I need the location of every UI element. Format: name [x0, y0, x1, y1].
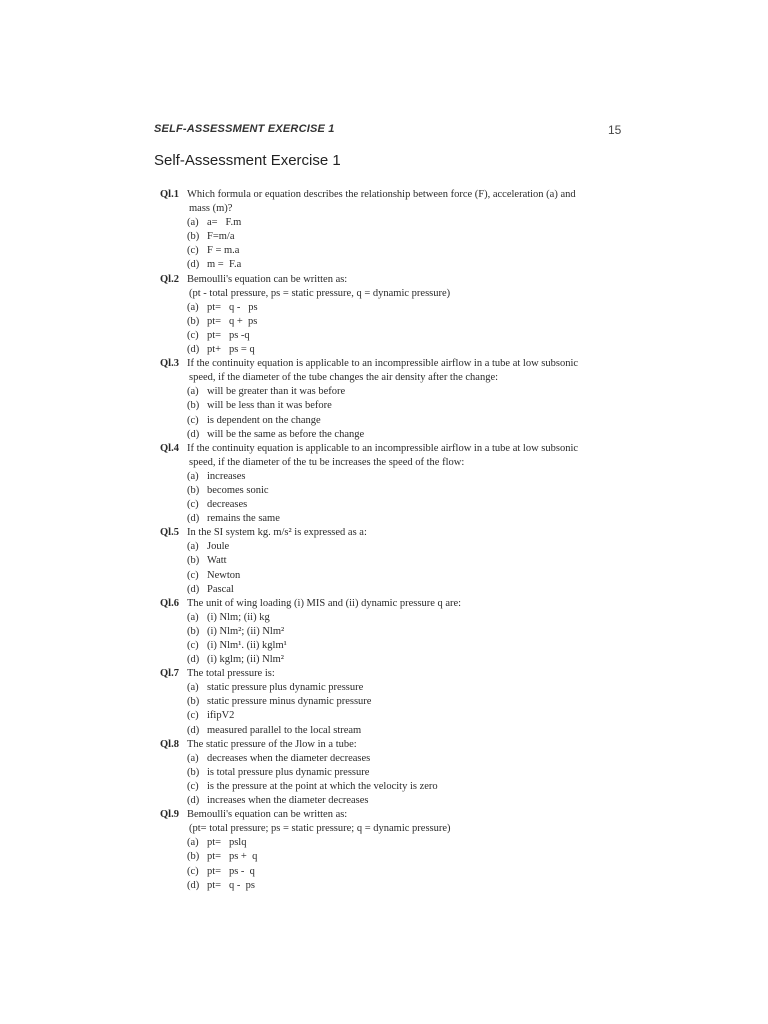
answer-option — [160, 301, 620, 315]
option-text: pt= pslq — [207, 837, 247, 849]
question-text-continued: speed, if the diameter of the tube changes the air density after the change: — [189, 372, 499, 384]
answer-option — [160, 428, 620, 442]
answer-option — [160, 709, 620, 723]
option-letter: (b) — [187, 625, 200, 637]
option-text: (i) Nlm; (ii) kg — [207, 611, 270, 623]
option-letter: (a) — [187, 611, 199, 623]
option-letter: (d) — [187, 344, 200, 356]
answer-option — [160, 695, 620, 709]
option-letter: (c) — [187, 780, 199, 792]
answer-option — [160, 343, 620, 357]
option-text: (i) kglm; (ii) Nlm² — [207, 654, 284, 666]
answer-option — [160, 554, 620, 568]
answer-option — [160, 498, 620, 512]
option-letter: (b) — [187, 231, 200, 243]
option-text: is total pressure plus dynamic pressure — [207, 766, 370, 778]
question-item — [160, 442, 620, 527]
option-text: a= F.m — [207, 217, 242, 229]
question-item — [160, 667, 620, 737]
option-text: static pressure plus dynamic pressure — [207, 682, 364, 694]
answer-option — [160, 625, 620, 639]
answer-option — [160, 216, 620, 230]
page-number: 15 — [608, 123, 622, 137]
question-item — [160, 738, 620, 808]
option-text: pt+ ps = q — [207, 344, 255, 356]
option-letter: (c) — [187, 865, 199, 877]
answer-option — [160, 724, 620, 738]
question-text: Which formula or equation describes the relationship between force (F), acceleration (a) and — [187, 189, 576, 200]
question-number: Ql.4 — [160, 442, 179, 454]
answer-option — [160, 681, 620, 695]
option-letter: (c) — [187, 569, 199, 581]
page-title: Self-Assessment Exercise 1 — [154, 152, 341, 169]
question-text-continued: (pt - total pressure, ps = static pressure, q = dynamic pressure) — [189, 287, 451, 299]
question-number: Ql.5 — [160, 527, 179, 539]
question-number: Ql.6 — [160, 597, 179, 609]
option-text: pt= ps -q — [207, 329, 250, 341]
option-letter: (d) — [187, 259, 200, 271]
option-letter: (a) — [187, 386, 199, 398]
option-letter: (b) — [187, 400, 200, 412]
option-text: remains the same — [207, 513, 280, 525]
question-item — [160, 597, 620, 667]
option-letter: (a) — [187, 217, 199, 229]
option-text: will be less than it was before — [207, 400, 332, 412]
option-letter: (d) — [187, 513, 200, 525]
question-text: Bemoulli's equation can be written as: — [187, 273, 348, 285]
answer-option — [160, 414, 620, 428]
option-text: becomes sonic — [207, 484, 269, 496]
option-text: (i) Nlm¹. (ii) kglm¹ — [207, 640, 287, 651]
option-text: is the pressure at the point at which the velocity is zero — [207, 780, 438, 792]
option-letter: (a) — [187, 470, 199, 482]
question-text: In the SI system kg. m/s² is expressed as a: — [187, 527, 367, 539]
option-letter: (c) — [187, 245, 199, 257]
question-text: If the continuity equation is applicable to an incompressible airflow in a tube at low subsonic — [187, 442, 579, 454]
answer-option — [160, 639, 620, 653]
answer-option — [160, 780, 620, 794]
option-text: will be greater than it was before — [207, 386, 346, 398]
answer-option — [160, 865, 620, 879]
option-text: decreases when the diameter decreases — [207, 752, 371, 764]
option-letter: (d) — [187, 724, 200, 736]
option-text: decreases — [207, 499, 248, 511]
answer-option — [160, 315, 620, 329]
answer-option — [160, 258, 620, 272]
answer-option — [160, 653, 620, 667]
question-number: Ql.2 — [160, 273, 179, 285]
answer-option — [160, 399, 620, 413]
option-text: is dependent on the change — [207, 414, 321, 426]
option-text: will be the same as before the change — [207, 428, 365, 440]
option-letter: (b) — [187, 555, 200, 567]
question-item — [160, 526, 620, 596]
question-text: If the continuity equation is applicable to an incompressible airflow in a tube at low subsonic — [187, 358, 579, 370]
answer-option — [160, 540, 620, 554]
question-item — [160, 273, 620, 358]
option-text: pt= q + ps — [207, 315, 258, 327]
option-text: Pascal — [207, 583, 234, 595]
answer-option — [160, 230, 620, 244]
answer-option — [160, 244, 620, 258]
option-letter: (a) — [187, 682, 199, 694]
option-letter: (a) — [187, 837, 199, 849]
option-text: F = m.a — [207, 245, 240, 257]
answer-option — [160, 752, 620, 766]
answer-option — [160, 484, 620, 498]
option-letter: (b) — [187, 484, 200, 496]
answer-option — [160, 329, 620, 343]
question-number: Ql.3 — [160, 358, 179, 370]
option-text: increases when the diameter decreases — [207, 795, 369, 807]
answer-option — [160, 850, 620, 864]
option-letter: (c) — [187, 710, 199, 722]
option-letter: (a) — [187, 541, 199, 553]
question-item — [160, 808, 620, 893]
option-letter: (c) — [187, 414, 199, 426]
option-text: pt= q - ps — [207, 879, 255, 891]
option-letter: (c) — [187, 329, 199, 341]
option-letter: (d) — [187, 654, 200, 666]
question-number: Ql.1 — [160, 189, 179, 200]
option-text: m = F.a — [207, 259, 242, 271]
answer-option — [160, 583, 620, 597]
question-text: The total pressure is: — [187, 668, 275, 680]
answer-option — [160, 470, 620, 484]
option-letter: (b) — [187, 315, 200, 327]
question-number: Ql.9 — [160, 809, 179, 821]
answer-option — [160, 512, 620, 526]
option-letter: (d) — [187, 879, 200, 891]
option-text: pt= q - ps — [207, 301, 258, 313]
running-head: SELF-ASSESSMENT EXERCISE 1 — [154, 123, 335, 135]
question-item — [160, 357, 620, 442]
option-text: pt= ps + q — [207, 851, 258, 863]
option-text: measured parallel to the local stream — [207, 724, 362, 736]
option-letter: (a) — [187, 752, 199, 764]
option-text: Watt — [207, 555, 227, 567]
option-text: (i) Nlm²; (ii) Nlm² — [207, 625, 285, 637]
answer-option — [160, 879, 620, 893]
answer-option — [160, 569, 620, 583]
option-text: pt= ps - q — [207, 865, 255, 877]
question-text: The unit of wing loading (i) MIS and (ii) dynamic pressure q are: — [187, 597, 462, 609]
option-text: Joule — [207, 541, 230, 553]
question-text: Bemoulli's equation can be written as: — [187, 809, 348, 821]
question-number: Ql.7 — [160, 668, 179, 680]
answer-option — [160, 766, 620, 780]
option-letter: (b) — [187, 696, 200, 708]
option-letter: (b) — [187, 766, 200, 778]
option-text: Newton — [207, 569, 241, 581]
option-letter: (c) — [187, 499, 199, 511]
question-text: The static pressure of the Jlow in a tube: — [187, 738, 357, 750]
question-number: Ql.8 — [160, 738, 179, 750]
option-letter: (d) — [187, 428, 200, 440]
answer-option — [160, 385, 620, 399]
option-text: ifipV2 — [207, 710, 235, 722]
answer-option — [160, 611, 620, 625]
option-letter: (b) — [187, 851, 200, 863]
option-text: F=m/a — [207, 231, 235, 243]
option-letter: (c) — [187, 640, 199, 651]
option-letter: (d) — [187, 583, 200, 595]
option-text: static pressure minus dynamic pressure — [207, 696, 372, 708]
question-text-continued: mass (m)? — [189, 203, 233, 215]
answer-option — [160, 836, 620, 850]
question-text-continued: (pt= total pressure; ps = static pressure; q = dynamic pressure) — [189, 823, 451, 835]
answer-option — [160, 794, 620, 808]
option-text: increases — [207, 470, 246, 482]
question-list — [160, 188, 620, 893]
option-letter: (d) — [187, 795, 200, 807]
option-letter: (a) — [187, 301, 199, 313]
question-item — [160, 188, 620, 273]
question-text-continued: speed, if the diameter of the tu be increases the speed of the flow: — [189, 456, 465, 468]
